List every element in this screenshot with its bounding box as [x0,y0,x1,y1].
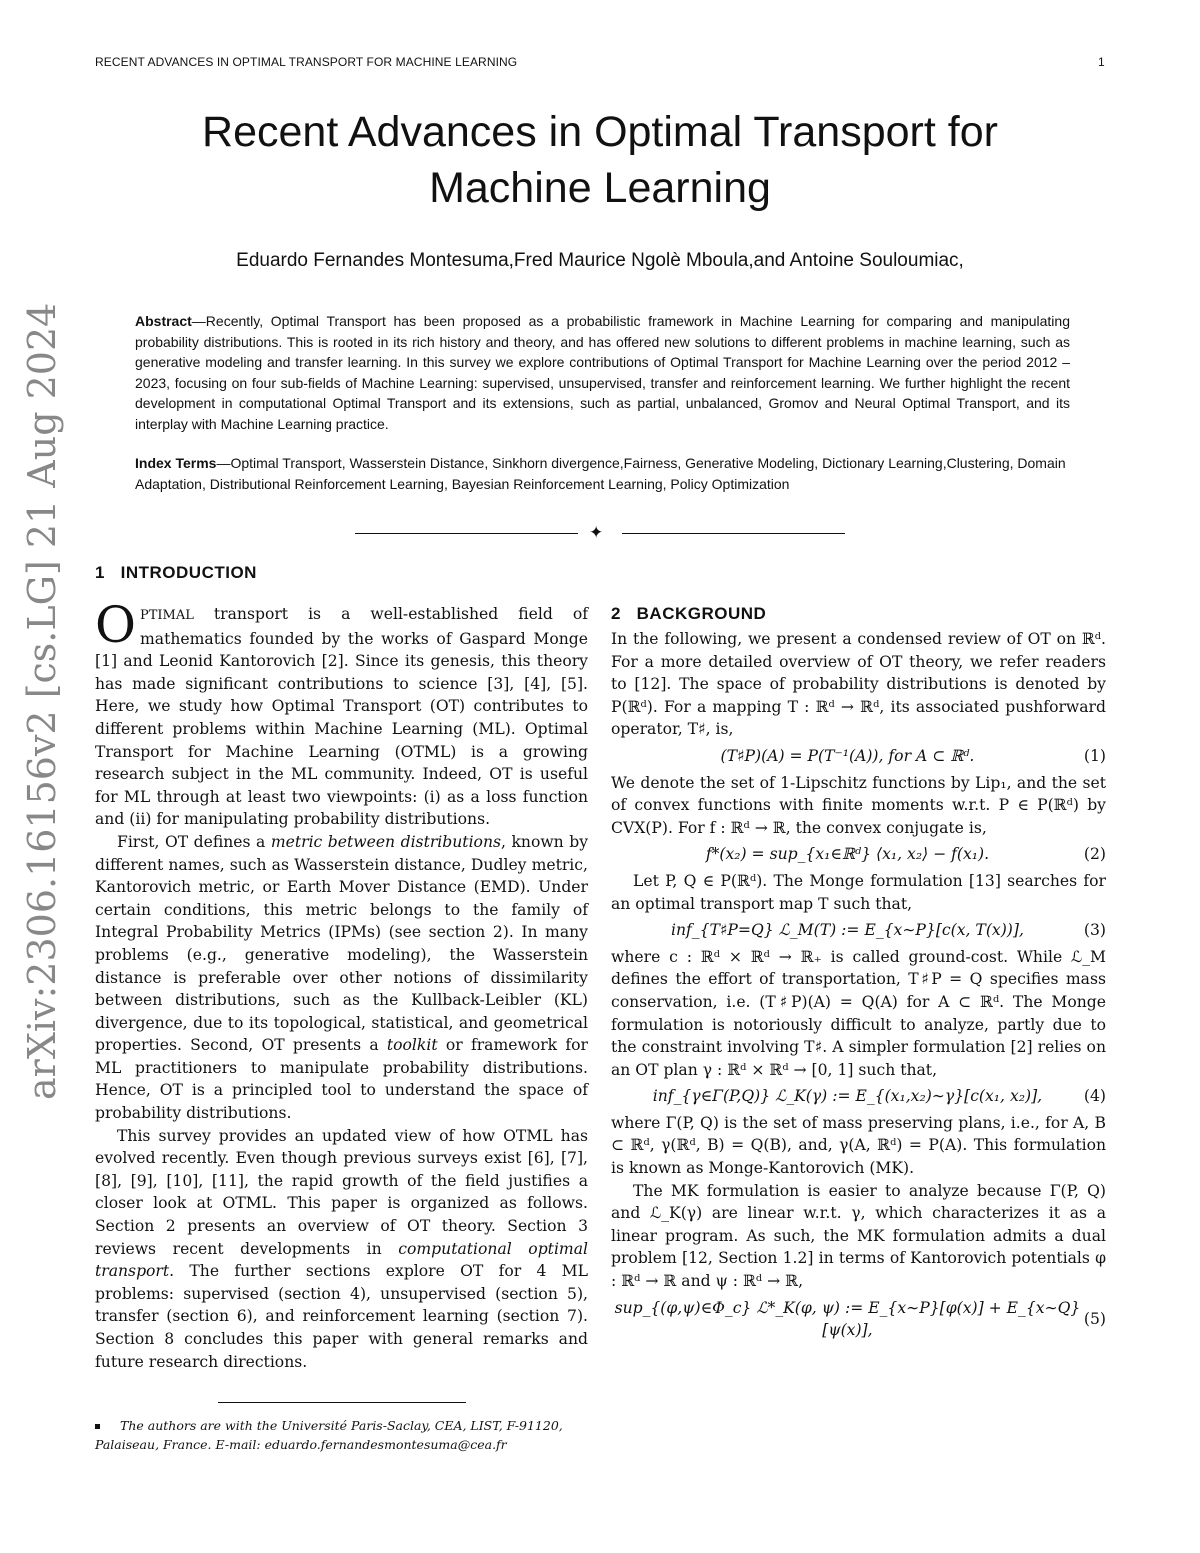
title-line-2: Machine Learning [429,164,771,212]
footnote-rule [218,1402,466,1403]
intro-text-3b: . The further sections explore OT for 4 ML problems: supervised (section 4), unsupervised (section 5), transfer (section 6), and reinforcement learning (section 7). Section 8 concludes this paper with general remarks and future research directions. [95,1262,588,1371]
diamond-icon: ✦ [589,523,604,542]
equation-2 [611,843,1106,866]
equation-3-expr: inf_{T♯P=Q} ℒ_M(T) := E_{x∼P}[c(x, T(x))], [670,921,1024,940]
bullet-icon [95,1424,100,1429]
equation-4-expr: inf_{γ∈Γ(P,Q)} ℒ_K(γ) := E_{(x₁,x₂)∼γ}[c(x₁, x₂)], [652,1087,1043,1106]
intro-text-2c: or framework for ML practitioners to manipulate probability distributions. Hence, OT is a principled tool to understand the space of probability distributions. [95,1036,588,1123]
section-2-title: BACKGROUND [636,604,767,623]
intro-paragraph-2 [95,831,588,1125]
footnote [95,1416,590,1454]
drop-cap: O [95,596,136,654]
equation-2-number: (2) [1083,845,1106,864]
intro-emphasis-2: toolkit [386,1036,438,1055]
index-terms-text: —Optimal Transport, Wasserstein Distance, Sinkhorn divergence,Fairness, Generative Modeling, Dictionary Learning,Clustering, Domain Adaptation, Distributional Reinforcement Learning, Bayesian Reinforcement Learning, Policy Optimization [135,455,1066,492]
paper-title [100,104,1100,216]
section-1-number: 1 [95,563,105,582]
footnote-text: The authors are with the Université Paris-Saclay, CEA, LIST, F-91120, Palaiseau, France. E-mail: eduardo.fernandesmontesuma@cea.fr [95,1418,563,1452]
separator-rule-left [355,533,578,534]
separator-rule-right [622,533,845,534]
abstract-text: —Recently, Optimal Transport has been proposed as a probabilistic framework in Machine Learning for comparing and manipulating probability distributions. This is rooted in its rich history and theory, and has offered new solutions to different problems in machine learning, such as generative modeling and transfer learning. In this survey we explore contributions of Optimal Transport for Machine Learning over the period 2012 – 2023, focusing on four sub-fields of Machine Learning: supervised, unsupervised, transfer and reinforcement learning. We further highlight the recent development in computational Optimal Transport and its extensions, such as partial, unbalanced, Gromov and Neural Optimal Transport, and its interplay with Machine Learning practice. [135,313,1070,432]
abstract [135,311,1070,435]
section-2-heading [611,604,766,624]
intro-text-2a: First, OT defines a [117,832,271,851]
equation-4-number: (4) [1083,1087,1106,1106]
equation-5 [611,1297,1106,1342]
author-list: Eduardo Fernandes Montesuma,Fred Maurice Ngolè Mboula,and Antoine Souloumiac, [236,250,964,271]
background-paragraph-2: We denote the set of 1-Lipschitz functions by Lip₁, and the set of convex functions with finite moments w.r.t. P ∈ P(ℝᵈ) by CVX(P). For f : ℝᵈ → ℝ, the convex conjugate is, [611,773,1106,837]
intro-text-2b: , known by different names, such as Wasserstein distance, Dudley metric, Kantorovich metric, or Earth Mover Distance (EMD). Under certain conditions, this metric belongs to the family of Integral Probability Metrics (IPMs) (see section 2). In many problems (e.g., generative modeling), the Wasserstein distance is preferable over other notions of dissimilarity between distributions, such as the Kullback-Leibler (KL) divergence, due to its topological, statistical, and geometrical properties. Second, OT presents a [95,832,589,1055]
abstract-label: Abstract [135,313,192,329]
intro-paragraph-1 [95,596,588,831]
equation-1 [611,745,1106,768]
intro-emphasis-3: computational optimal transport [95,1239,588,1281]
left-column [95,596,589,1373]
equation-5-expr: sup_{(φ,ψ)∈Φ_c} ℒ*_K(φ, ψ) := E_{x∼P}[φ(x)] + E_{x∼Q}[ψ(x)], [614,1298,1081,1340]
background-paragraph-5: where Γ(P, Q) is the set of mass preserving plans, i.e., for A, B ⊂ ℝᵈ, γ(ℝᵈ, B) = Q(B), and, γ(A, ℝᵈ) = P(A). This formulation is known as Monge-Kantorovich (MK). [611,1113,1106,1178]
section-1-heading [95,563,257,583]
section-separator [355,524,845,544]
background-paragraph-3: Let P, Q ∈ P(ℝᵈ). The Monge formulation [13] searches for an optimal transport map T such that, [611,871,1106,913]
arxiv-stamp: arXiv:2306.16156v2 [cs.LG] 21 Aug 2024 [20,302,64,1100]
right-column [611,628,1106,1346]
index-terms [135,453,1070,494]
small-caps-word: PTIMAL [140,608,194,623]
section-1-title: INTRODUCTION [120,563,257,582]
intro-text-3a: This survey provides an updated view of how OTML has evolved recently. Even though previous surveys exist [6], [7], [8], [9], [10], [11], the rapid growth of the field justifies a closer look at OTML. This paper is organized as follows. Section 2 presents an overview of OT theory. Section 3 reviews recent developments in [95,1126,588,1258]
equation-3 [611,919,1106,942]
equation-3-number: (3) [1083,921,1106,940]
section-2-number: 2 [611,604,621,623]
equation-5-number: (5) [1083,1309,1106,1328]
equation-4 [611,1085,1106,1108]
intro-text-1: transport is a well-established field of mathematics founded by the works of Gaspard Monge [1] and Leonid Kantorovich [2]. Since its genesis, this theory has made significant contributions to science [3], [4], [5]. Here, we study how Optimal Transport (OT) contributes to different problems within Machine Learning (ML). Optimal Transport for Machine Learning (OTML) is a growing research subject in the ML community. Indeed, OT is useful for ML through at least two viewpoints: (i) as a loss function and (ii) for manipulating probability distributions. [95,605,588,829]
running-header: RECENT ADVANCES IN OPTIMAL TRANSPORT FOR MACHINE LEARNING [95,55,518,69]
background-paragraph-6: The MK formulation is easier to analyze because Γ(P, Q) and ℒ_K(γ) are linear w.r.t. γ, which characterizes it as a linear program. As such, the MK formulation admits a dual problem [12, Section 1.2] in terms of Kantorovich potentials φ : ℝᵈ → ℝ and ψ : ℝᵈ → ℝ, [611,1181,1106,1291]
background-paragraph-1: In the following, we present a condensed review of OT on ℝᵈ. For a more detailed overview of OT theory, we refer readers to [12]. The space of probability distributions is denoted by P(ℝᵈ). For a mapping T : ℝᵈ → ℝᵈ, its associated pushforward operator, T♯, is, [611,630,1106,739]
title-line-1: Recent Advances in Optimal Transport for [202,108,998,156]
equation-1-expr: (T♯P)(A) = P(T⁻¹(A)), for A ⊂ ℝᵈ. [720,746,975,765]
background-paragraph-4: where c : ℝᵈ × ℝᵈ → ℝ₊ is called ground-cost. While ℒ_M defines the effort of transportation, T♯P = Q specifies mass conservation, i.e. (T♯P)(A) = Q(A) for A ⊂ ℝᵈ. The Monge formulation is notoriously difficult to analyze, partly due to the constraint involving T♯. A simpler formulation [2] relies on an OT plan γ : ℝᵈ × ℝᵈ → [0, 1] such that, [611,947,1106,1079]
intro-paragraph-3 [95,1125,588,1374]
index-terms-label: Index Terms [135,455,217,471]
intro-emphasis-1: metric between distributions [270,832,501,851]
equation-2-expr: f*(x₂) = sup_{x₁∈ℝᵈ} ⟨x₁, x₂⟩ − f(x₁). [705,845,990,864]
equation-1-number: (1) [1083,746,1106,765]
page-number: 1 [1098,55,1105,69]
